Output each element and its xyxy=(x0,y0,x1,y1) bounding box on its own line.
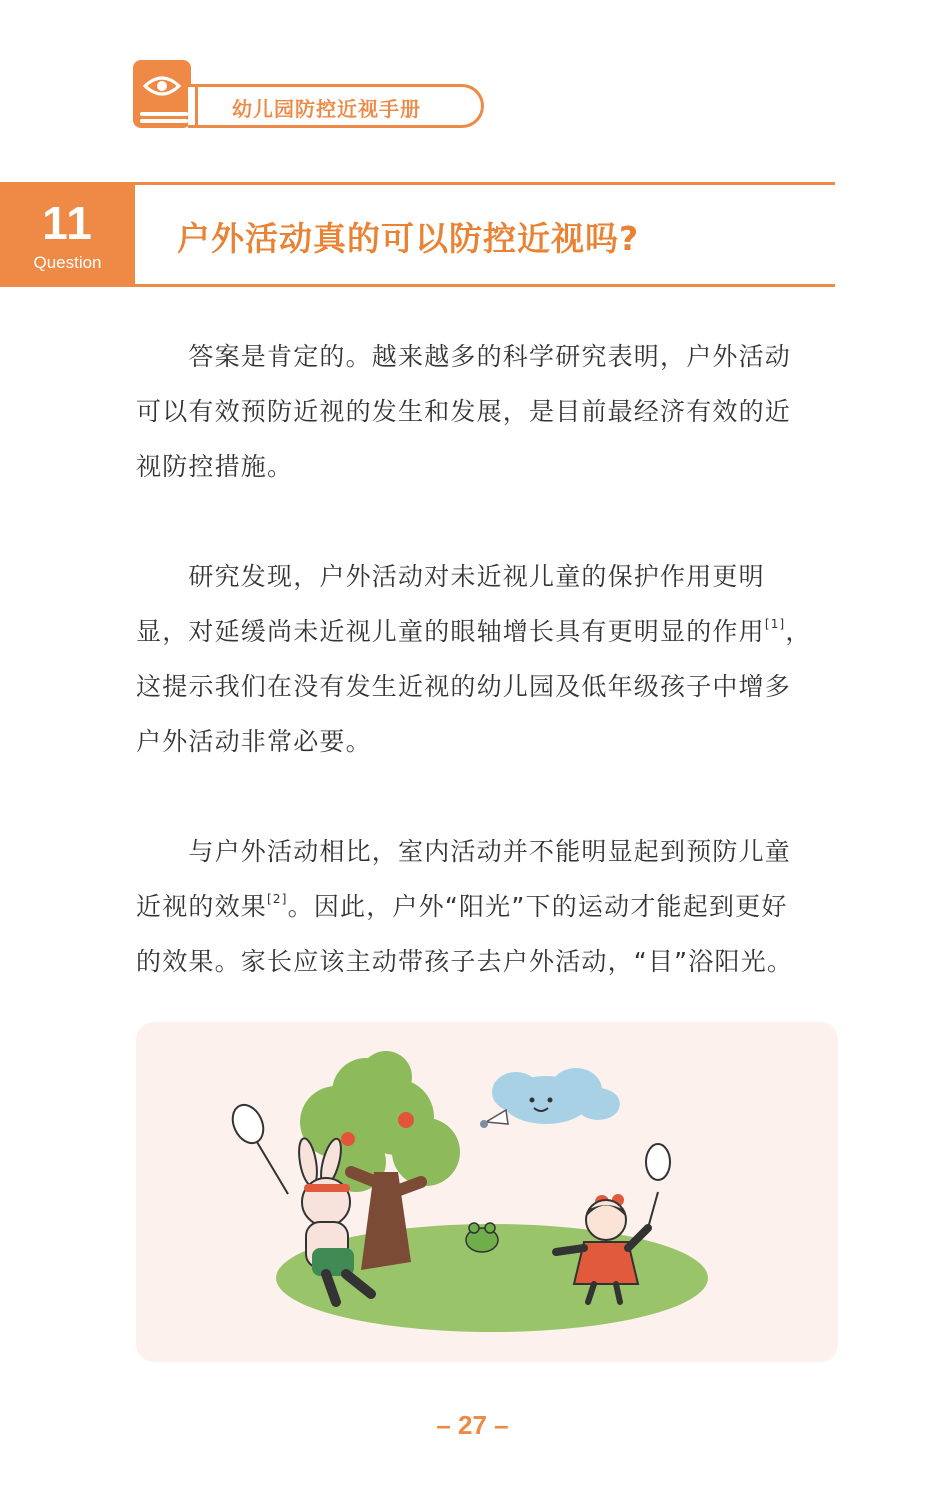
text-segment: 近视的效果 xyxy=(136,892,268,921)
reference-2: [2] xyxy=(267,892,288,906)
racket-icon xyxy=(227,1100,269,1148)
text-segment: 。因此，户外“阳光”下的运动才能起到更好 xyxy=(287,892,788,921)
paragraph-3 xyxy=(136,824,836,989)
text-line: 与户外活动相比，室内活动并不能明显起到预防儿童 xyxy=(136,837,792,866)
eye-icon xyxy=(141,72,183,100)
paragraph-2 xyxy=(136,549,836,769)
question-number: 11 xyxy=(42,197,93,249)
apple-icon xyxy=(341,1132,355,1146)
paragraph-1 xyxy=(136,329,836,494)
question-title: 户外活动真的可以防控近视吗? xyxy=(177,219,640,258)
text-line xyxy=(136,879,836,934)
apple-icon xyxy=(398,1112,414,1128)
reference-1: [1] xyxy=(764,617,786,631)
illustration-panel xyxy=(136,1022,838,1362)
text-line: 视防控措施。 xyxy=(136,452,294,481)
text-line: 可以有效预防近视的发生和发展，是目前最经济有效的近 xyxy=(136,397,792,426)
outdoor-play-illustration xyxy=(136,1022,838,1362)
text-line: 户外活动非常必要。 xyxy=(136,727,372,756)
cloud-icon xyxy=(492,1068,620,1124)
text-line xyxy=(136,604,836,659)
text-line: 的效果。家长应该主动带孩子去户外活动，“目”浴阳光。 xyxy=(136,947,794,976)
page-number: – 27 – xyxy=(436,1410,509,1440)
book-title: 幼儿园防控近视手册 xyxy=(232,97,421,121)
header-tag-divider xyxy=(195,84,198,128)
text-line: 这提示我们在没有发生近视的幼儿园及低年级孩子中增多 xyxy=(136,672,792,701)
racket-icon xyxy=(646,1144,670,1180)
frog-icon xyxy=(466,1223,498,1252)
book-pages-icon xyxy=(138,106,190,128)
text-segment: ， xyxy=(785,617,812,646)
text-line: 答案是肯定的。越来越多的科学研究表明，户外活动 xyxy=(136,342,792,371)
text-line: 研究发现，户外活动对未近视儿童的保护作用更明 xyxy=(136,562,765,591)
text-segment: 显，对延缓尚未近视儿童的眼轴增长具有更明显的作用 xyxy=(136,617,765,646)
shuttlecock-icon xyxy=(480,1110,508,1128)
question-label: Question xyxy=(33,253,102,272)
